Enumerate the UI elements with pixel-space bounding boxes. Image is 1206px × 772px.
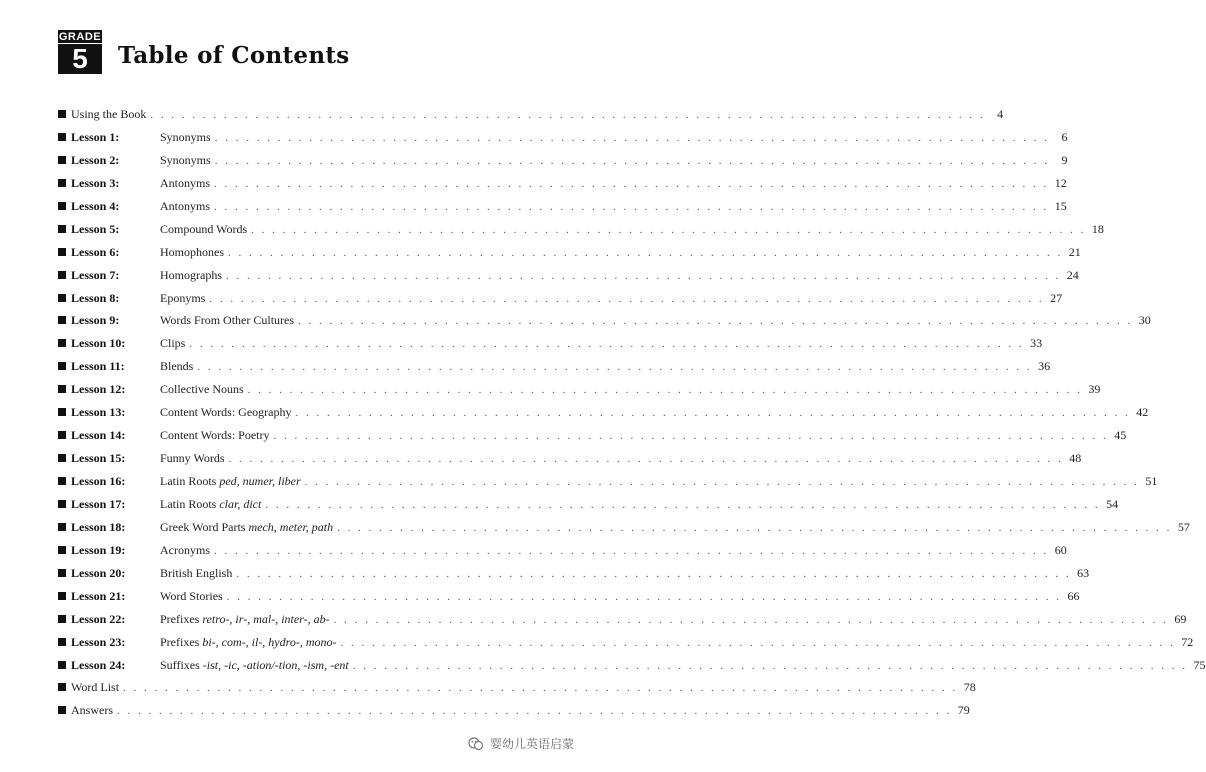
toc-entry-title-text: Clips [160, 336, 186, 351]
page-number: 33 [1030, 336, 1043, 351]
lesson-number: Lesson 7: [71, 267, 120, 282]
toc-row [58, 221, 1104, 245]
toc-entry-title-text: Word Stories [160, 588, 223, 603]
page-number: 18 [1091, 221, 1104, 236]
square-bullet-icon [58, 294, 66, 302]
toc-entry-title [160, 497, 261, 512]
toc-entry-italic-text: bi-, com-, il-, hydro-, mono- [202, 634, 337, 649]
dot-leader: . . . . . . . . . . . . . . . . . . . . . . . . . . . . . . . . . . . . . . . . . . . . . . . . . . . . . . . . . . . . . . . . . . . . . . . . . . . . . . . . [340, 636, 1176, 649]
toc-entry-title [160, 612, 330, 627]
dot-leader: . . . . . . . . . . . . . . . . . . . . . . . . . . . . . . . . . . . . . . . . . . . . . . . . . . . . . . . . . . . . . . . . . . . . . . . . . . . . . . . . [265, 498, 1101, 511]
dot-leader: . . . . . . . . . . . . . . . . . . . . . . . . . . . . . . . . . . . . . . . . . . . . . . . . . . . . . . . . . . . . . . . . . . . . . . . . . . . . . . . . [236, 567, 1072, 580]
toc-entry-title [160, 245, 224, 260]
page-number: 45 [1114, 428, 1127, 443]
toc-entry-title-text: Homophones [160, 244, 224, 259]
square-bullet-icon [58, 156, 66, 164]
page-number: 9 [1061, 152, 1068, 167]
toc-entry-italic-text: clar, dict [219, 496, 262, 511]
toc-entry-title [160, 635, 337, 650]
page-number: 4 [997, 107, 1004, 121]
square-bullet-icon [58, 661, 66, 669]
lesson-number: Lesson 17: [71, 496, 126, 511]
square-bullet-icon [58, 110, 66, 118]
toc-entry-italic-text: ped, numer, liber [219, 474, 301, 488]
dot-leader: . . . . . . . . . . . . . . . . . . . . . . . . . . . . . . . . . . . . . . . . . . . . . . . . . . . . . . . . . . . . . . . . . . . . . . . . . . . . . . . . [247, 384, 1083, 397]
toc-row [58, 129, 1068, 153]
toc-row [58, 359, 1051, 382]
lesson-number: Lesson 11: [71, 359, 125, 374]
page-number: 21 [1068, 244, 1081, 259]
square-bullet-icon [58, 454, 66, 462]
page-number: 6 [1061, 129, 1068, 144]
dot-leader: . . . . . . . . . . . . . . . . . . . . . . . . . . . . . . . . . . . . . . . . . . . . . . . . . . . . . . . . . . . . . . . . . . . . . . . . . . . . . . . . [295, 407, 1131, 420]
toc-entry-title-text: Prefixes [160, 634, 203, 649]
toc-entry-title [160, 589, 223, 604]
square-bullet-icon [58, 385, 66, 393]
toc-entry-title-text: Blends [160, 359, 194, 374]
toc-row [58, 152, 1068, 176]
page-number: 75 [1193, 657, 1206, 672]
dot-leader: . . . . . . . . . . . . . . . . . . . . . . . . . . . . . . . . . . . . . . . . . . . . . . . . . . . . . . . . . . . . . . . . . . . . . . . . . . . . . . . . [189, 338, 1025, 351]
toc-entry-title [160, 336, 185, 351]
toc-entry-title [71, 680, 119, 695]
toc-row [58, 290, 1063, 314]
lesson-number: Lesson 2: [71, 152, 120, 167]
square-bullet-icon [58, 362, 66, 370]
toc-row [58, 611, 1187, 635]
lesson-number: Lesson 21: [71, 588, 126, 603]
page-number: 66 [1067, 588, 1080, 603]
page-number: 27 [1050, 290, 1063, 305]
toc-row [58, 519, 1190, 543]
toc-row [58, 703, 970, 726]
square-bullet-icon [58, 569, 66, 577]
toc-entry-title [160, 451, 225, 466]
page-number: 15 [1054, 198, 1067, 213]
dot-leader: . . . . . . . . . . . . . . . . . . . . . . . . . . . . . . . . . . . . . . . . . . . . . . . . . . . . . . . . . . . . . . . . . . . . . . . . . . . . . . . . [214, 544, 1049, 557]
toc-entry-title-text: British English [160, 565, 233, 580]
toc-entry-title-text: Words From Other Cultures [160, 313, 295, 328]
toc-entry-title [71, 107, 146, 122]
page-number: 48 [1069, 451, 1082, 466]
dot-leader: . . . . . . . . . . . . . . . . . . . . . . . . . . . . . . . . . . . . . . . . . . . . . . . . . . . . . . . . . . . . . . . . . . . . . . . . . . . . . . . . [352, 659, 1188, 672]
dot-leader: . . . . . . . . . . . . . . . . . . . . . . . . . . . . . . . . . . . . . . . . . . . . . . . . . . . . . . . . . . . . . . . . . . . . . . . . . . . . . . . . [117, 705, 952, 718]
square-bullet-icon [58, 683, 66, 691]
lesson-number: Lesson 10: [71, 336, 126, 351]
toc-entry-title-text: Synonyms [160, 129, 211, 144]
toc-entry-title [160, 291, 205, 306]
toc-row [58, 451, 1082, 474]
square-bullet-icon [58, 706, 66, 714]
toc-entry-title-text: Acronyms [160, 542, 210, 557]
square-bullet-icon [58, 225, 66, 233]
toc-entry-title [160, 428, 269, 443]
toc-entry-title-text: Antonyms [160, 198, 211, 213]
toc-entry-italic-text: -ist, -ic, -ation/-tion, -ism, -ent [202, 657, 349, 672]
toc-entry-title [160, 382, 244, 397]
page-number: 60 [1054, 542, 1067, 557]
toc-entry-title [160, 566, 232, 581]
grade-badge [58, 30, 102, 74]
dot-leader: . . . . . . . . . . . . . . . . . . . . . . . . . . . . . . . . . . . . . . . . . . . . . . . . . . . . . . . . . . . . . . . . . . . . . . . . . . . . . . . . [214, 131, 1050, 144]
dot-leader: . . . . . . . . . . . . . . . . . . . . . . . . . . . . . . . . . . . . . . . . . . . . . . . . . . . . . . . . . . . . . . . . . . . . . . . . . . . . . . . . [214, 177, 1049, 190]
toc-entry-title-text: Using the Book [71, 107, 147, 121]
lesson-number: Lesson 13: [71, 405, 126, 420]
square-bullet-icon [58, 500, 66, 508]
page-number: 30 [1138, 313, 1151, 328]
toc-row [58, 336, 1043, 359]
lesson-number: Lesson 1: [71, 129, 120, 144]
page-number: 63 [1077, 565, 1090, 580]
page-number: 79 [957, 703, 970, 718]
lesson-number: Lesson 19: [71, 542, 126, 557]
dot-leader: . . . . . . . . . . . . . . . . . . . . . . . . . . . . . . . . . . . . . . . . . . . . . . . . . . . . . . . . . . . . . . . . . . . . . . . . . . . . . . . . [304, 476, 1140, 488]
lesson-number: Lesson 18: [71, 519, 126, 534]
toc-entry-title-text: Content Words: Geography [160, 405, 292, 420]
toc-row [58, 198, 1067, 222]
page-number: 72 [1181, 634, 1194, 649]
lesson-number: Lesson 3: [71, 175, 120, 190]
toc-entry-title-text: Suffixes [160, 657, 203, 672]
page-title: Table of Contents [118, 42, 350, 69]
dot-leader: . . . . . . . . . . . . . . . . . . . . . . . . . . . . . . . . . . . . . . . . . . . . . . . . . . . . . . . . . . . . . . . . . . . . . . . . . . . . . . . . [226, 269, 1061, 282]
table-of-contents [58, 107, 1206, 726]
toc-entry-title-text: Funny Words [160, 451, 225, 466]
toc-row [58, 565, 1090, 589]
page-number: 39 [1088, 382, 1101, 397]
lesson-number: Lesson 12: [71, 382, 126, 397]
dot-leader: . . . . . . . . . . . . . . . . . . . . . . . . . . . . . . . . . . . . . . . . . . . . . . . . . . . . . . . . . . . . . . . . . . . . . . . . . . . . . . . . [333, 613, 1169, 626]
toc-entry-title [160, 153, 211, 168]
square-bullet-icon [58, 408, 66, 416]
dot-leader: . . . . . . . . . . . . . . . . . . . . . . . . . . . . . . . . . . . . . . . . . . . . . . . . . . . . . . . . . . . . . . . . . . . . . . . . . . . . . . . . [214, 154, 1050, 167]
toc-row [58, 474, 1158, 497]
toc-entry-title-text: Content Words: Poetry [160, 428, 270, 443]
square-bullet-icon [58, 271, 66, 279]
toc-entry-title [160, 313, 294, 328]
toc-entry-italic-text: retro-, ir-, mal-, inter-, ab- [202, 611, 330, 626]
lesson-number: Lesson 20: [71, 565, 126, 580]
toc-row [58, 244, 1081, 268]
toc-row [58, 267, 1079, 291]
square-bullet-icon [58, 523, 66, 531]
lesson-number: Lesson 9: [71, 313, 120, 328]
square-bullet-icon [58, 339, 66, 347]
wechat-icon [468, 736, 484, 752]
lesson-number: Lesson 6: [71, 244, 120, 259]
dot-leader: . . . . . . . . . . . . . . . . . . . . . . . . . . . . . . . . . . . . . . . . . . . . . . . . . . . . . . . . . . . . . . . . . . . . . . . . . . . . . . . . [209, 292, 1045, 305]
square-bullet-icon [58, 316, 66, 324]
toc-entry-title-text: Latin Roots [160, 496, 220, 511]
page-number: 78 [963, 680, 976, 695]
toc-entry-title [160, 176, 210, 191]
toc-entry-title-text: Collective Nouns [160, 382, 244, 397]
page-number: 54 [1106, 496, 1119, 511]
lesson-number: Lesson 5: [71, 221, 120, 236]
lesson-number: Lesson 16: [71, 474, 126, 488]
toc-entry-title [160, 359, 193, 374]
toc-entry-title [160, 130, 211, 145]
toc-entry-title-text: Eponyms [160, 290, 206, 305]
dot-leader: . . . . . . . . . . . . . . . . . . . . . . . . . . . . . . . . . . . . . . . . . . . . . . . . . . . . . . . . . . . . . . . . . . . . . . . . . . . . . . . . [123, 682, 958, 695]
toc-row [58, 428, 1127, 451]
lesson-number: Lesson 24: [71, 657, 126, 672]
toc-entry-title-text: Prefixes [160, 611, 203, 626]
square-bullet-icon [58, 202, 66, 210]
page-number: 24 [1066, 267, 1079, 282]
page-number: 69 [1174, 611, 1187, 626]
toc-entry-title [160, 405, 291, 420]
toc-entry-title-text: Homographs [160, 267, 222, 282]
dot-leader: . . . . . . . . . . . . . . . . . . . . . . . . . . . . . . . . . . . . . . . . . . . . . . . . . . . . . . . . . . . . . . . . . . . . . . . . . . . . . . . . [337, 521, 1172, 534]
toc-row [58, 382, 1101, 405]
lesson-number: Lesson 14: [71, 428, 126, 443]
page-number: 51 [1145, 474, 1158, 488]
dot-leader: . . . . . . . . . . . . . . . . . . . . . . . . . . . . . . . . . . . . . . . . . . . . . . . . . . . . . . . . . . . . . . . . . . . . . . . . . . . . . . . . [197, 361, 1033, 374]
toc-entry-title-text: Word List [71, 680, 120, 695]
dot-leader: . . . . . . . . . . . . . . . . . . . . . . . . . . . . . . . . . . . . . . . . . . . . . . . . . . . . . . . . . . . . . . . . . . . . . . . . . . . . . . . . [298, 315, 1133, 328]
lesson-number: Lesson 23: [71, 634, 126, 649]
page-number: 12 [1054, 175, 1067, 190]
square-bullet-icon [58, 615, 66, 623]
grade-label: GRADE [58, 31, 102, 43]
lesson-number: Lesson 22: [71, 611, 126, 626]
toc-entry-title [160, 543, 210, 558]
toc-entry-italic-text: mech, meter, path [248, 519, 334, 534]
toc-entry-title-text: Answers [71, 703, 113, 718]
toc-entry-title [160, 520, 333, 535]
toc-row [58, 107, 1004, 130]
toc-entry-title [160, 222, 247, 237]
toc-entry-title-text: Greek Word Parts [160, 519, 249, 534]
square-bullet-icon [58, 431, 66, 439]
toc-entry-title-text: Synonyms [160, 152, 211, 167]
toc-row [58, 588, 1080, 612]
dot-leader: . . . . . . . . . . . . . . . . . . . . . . . . . . . . . . . . . . . . . . . . . . . . . . . . . . . . . . . . . . . . . . . . . . . . . . . . . . . . . . . . [251, 223, 1086, 236]
toc-entry-title [160, 199, 210, 214]
toc-entry-title [160, 268, 222, 283]
dot-leader: . . . . . . . . . . . . . . . . . . . . . . . . . . . . . . . . . . . . . . . . . . . . . . . . . . . . . . . . . . . . . . . . . . . . . . . . . . . . . . . . [228, 246, 1063, 259]
toc-row [58, 634, 1194, 658]
toc-entry-title-text: Antonyms [160, 175, 211, 190]
dot-leader: . . . . . . . . . . . . . . . . . . . . . . . . . . . . . . . . . . . . . . . . . . . . . . . . . . . . . . . . . . . . . . . . . . . . . . . . . . . . . . . . [214, 200, 1049, 213]
grade-number: 5 [72, 43, 88, 74]
toc-row [58, 680, 976, 703]
dot-leader: . . . . . . . . . . . . . . . . . . . . . . . . . . . . . . . . . . . . . . . . . . . . . . . . . . . . . . . . . . . . . . . . . . . . . . . . . . . . . . . . [228, 453, 1064, 466]
lesson-number: Lesson 4: [71, 198, 120, 213]
square-bullet-icon [58, 638, 66, 646]
watermark [468, 735, 574, 752]
dot-leader: . . . . . . . . . . . . . . . . . . . . . . . . . . . . . . . . . . . . . . . . . . . . . . . . . . . . . . . . . . . . . . . . . . . . . . . . . . . . . . . . [150, 109, 986, 121]
page-number: 36 [1038, 359, 1051, 374]
square-bullet-icon [58, 248, 66, 256]
toc-entry-title-text: Compound Words [160, 221, 248, 236]
toc-entry-title-text: Latin Roots [160, 474, 220, 488]
dot-leader: . . . . . . . . . . . . . . . . . . . . . . . . . . . . . . . . . . . . . . . . . . . . . . . . . . . . . . . . . . . . . . . . . . . . . . . . . . . . . . . . [273, 430, 1109, 443]
page-number: 57 [1177, 519, 1190, 534]
toc-entry-title [160, 474, 301, 489]
lesson-number: Lesson 15: [71, 451, 126, 466]
toc-row [58, 313, 1151, 336]
toc-row [58, 405, 1149, 428]
toc-row [58, 542, 1067, 566]
watermark-text: 婴幼儿英语启蒙 [489, 737, 574, 751]
toc-entry-title [71, 703, 113, 718]
square-bullet-icon [58, 477, 66, 485]
toc-row [58, 657, 1206, 681]
lesson-number: Lesson 8: [71, 290, 120, 305]
square-bullet-icon [58, 179, 66, 187]
square-bullet-icon [58, 592, 66, 600]
toc-row [58, 496, 1119, 520]
square-bullet-icon [58, 133, 66, 141]
toc-entry-title [160, 658, 349, 673]
square-bullet-icon [58, 546, 66, 554]
toc-row [58, 175, 1067, 199]
dot-leader: . . . . . . . . . . . . . . . . . . . . . . . . . . . . . . . . . . . . . . . . . . . . . . . . . . . . . . . . . . . . . . . . . . . . . . . . . . . . . . . . [226, 590, 1062, 603]
page-number: 42 [1136, 405, 1149, 420]
